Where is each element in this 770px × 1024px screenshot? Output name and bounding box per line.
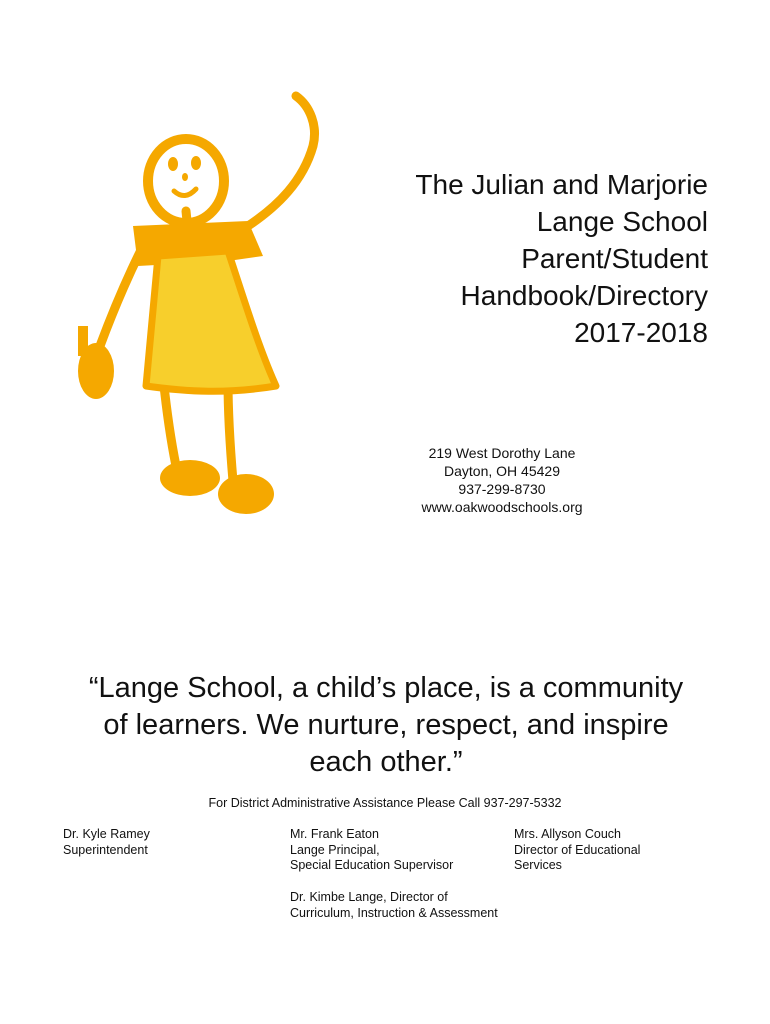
title-line-5: 2017-2018 xyxy=(574,317,708,348)
child-drawing-icon xyxy=(78,86,338,531)
address-website: www.oakwoodschools.org xyxy=(421,499,583,515)
staff-educational-services xyxy=(514,827,640,874)
staff-role-continued: Special Education Supervisor xyxy=(290,858,454,872)
mission-line-1: “Lange School, a child’s place, is a community xyxy=(88,672,684,704)
title-line-3: Parent/Student xyxy=(521,243,708,274)
title-line-1: The Julian and Marjorie xyxy=(415,169,708,200)
title-line-4: Handbook/Directory xyxy=(460,280,708,311)
handbook-title xyxy=(348,166,708,351)
address-phone: 937-299-8730 xyxy=(458,481,546,497)
address-city: Dayton, OH 45429 xyxy=(444,463,560,479)
staff-name: Mrs. Allyson Couch xyxy=(514,827,621,841)
mission-line-3: each other.” xyxy=(309,746,463,778)
staff-superintendent xyxy=(63,827,150,858)
staff-role-continued: Services xyxy=(514,858,562,872)
child-drawing-illustration xyxy=(78,86,338,531)
staff-role: Lange Principal, xyxy=(290,842,380,857)
title-line-2: Lange School xyxy=(536,206,708,237)
mission-statement xyxy=(40,670,732,781)
mission-line-2: of learners. We nurture, respect, and inspire xyxy=(103,709,669,741)
staff-name: Dr. Kyle Ramey xyxy=(63,827,150,841)
staff-name-role: Dr. Kimbe Lange, Director of xyxy=(290,890,448,904)
staff-role: Director of Educational xyxy=(514,842,641,857)
staff-curriculum-director xyxy=(290,890,498,921)
staff-role: Superintendent xyxy=(63,842,148,857)
school-address xyxy=(402,444,602,516)
staff-principal xyxy=(290,827,453,874)
address-street: 219 West Dorothy Lane xyxy=(428,445,576,461)
staff-name: Mr. Frank Eaton xyxy=(290,827,379,841)
staff-role-continued: Curriculum, Instruction & Assessment xyxy=(290,905,498,920)
district-assistance-note: For District Administrative Assistance Please Call 937-297-5332 xyxy=(208,796,562,810)
